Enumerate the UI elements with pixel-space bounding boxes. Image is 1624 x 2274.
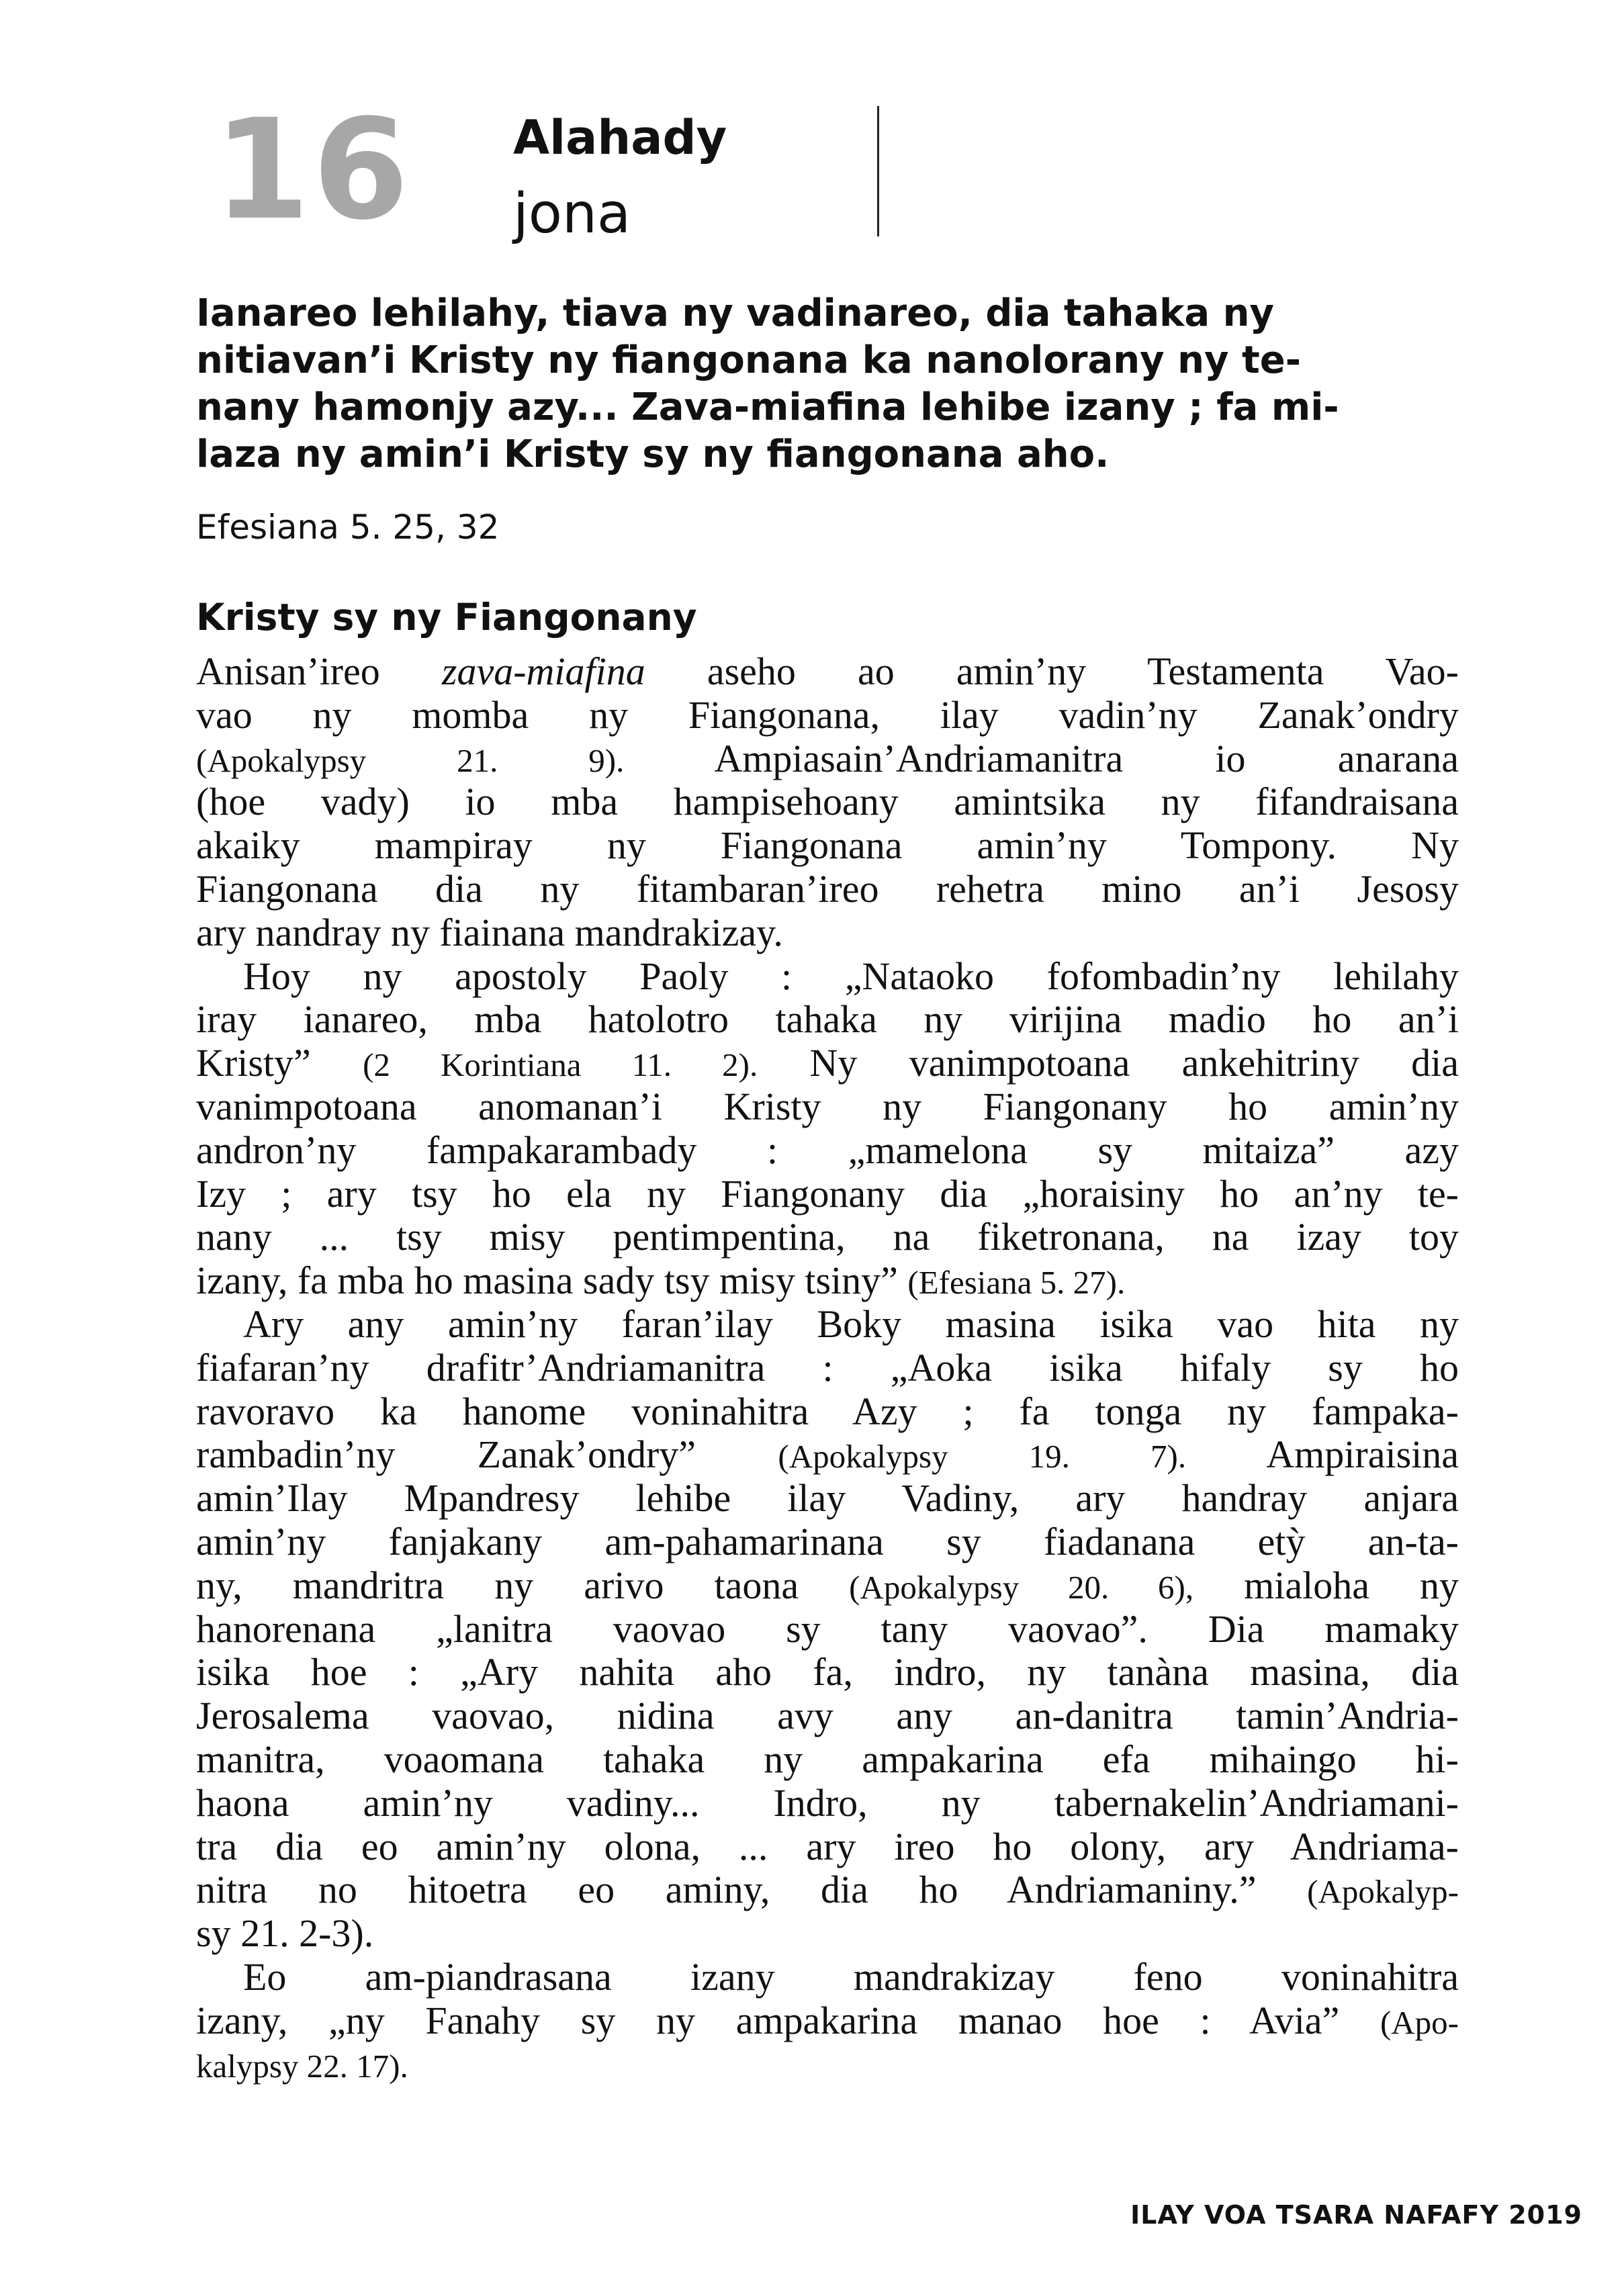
body-line: Jerosalema vaovao, nidina avy any an-danitra tamin’Andria- [196, 1694, 1459, 1738]
verse-line: Ianareo lehilahy, tiava ny vadinareo, dia tahaka ny [196, 291, 1275, 335]
body-line: amin’ny fanjakany am-pahamarinana sy fiadanana etỳ an-ta- [196, 1519, 1459, 1563]
scripture-ref: (Apokalyp- [1307, 1873, 1459, 1911]
body-line [196, 1042, 1459, 1085]
body-line: haona amin’ny vadiny... Indro, ny tabernakelin’Andriamani- [196, 1780, 1459, 1825]
devotional-body [196, 650, 1459, 2086]
body-line: amin’Ilay Mpandresy lehibe ilay Vadiny, ary handray anjara [196, 1476, 1459, 1520]
body-line: (hoe vady) io mba hampisehoany amintsika ny fifandraisana [196, 780, 1459, 824]
body-line: andron’ny fampakarambady : „mamelona sy mitaiza” azy [196, 1128, 1459, 1172]
body-line [196, 737, 1459, 781]
verse-line: nitiavan’i Kristy ny fiangonana ka nanolorany ny te- [196, 338, 1301, 382]
header-divider [877, 106, 879, 236]
text-run: izany, „ny Fanahy sy ny ampakarina manao hoe : Avia” [196, 1998, 1380, 2042]
body-line [196, 2043, 1459, 2087]
text-run: Ampiraisina [1186, 1432, 1459, 1477]
body-line: sy 21. 2-3). [196, 1911, 374, 1956]
text-run: ny, mandritra ny arivo taona [196, 1563, 850, 1607]
body-line: ravoravo ka hanome voninahitra Azy ; fa tonga ny fampaka- [196, 1389, 1459, 1433]
body-line: vao ny momba ny Fiangonana, ilay vadin’ny Zanak’ondry [196, 692, 1459, 737]
body-line [196, 1564, 1459, 1608]
body-line [196, 1433, 1459, 1477]
body-line: nany ... tsy misy pentimpentina, na fiketronana, na izay toy [196, 1215, 1459, 1259]
text-run: Ampiasain’Andriamanitra io anarana [624, 736, 1459, 780]
body-line [196, 1999, 1459, 2043]
verse-line: laza ny amin’i Kristy sy ny fiangonana aho. [196, 433, 1110, 476]
scripture-ref: (2 Korintiana 11. 2). [363, 1046, 758, 1084]
text-run: Ny vanimpotoana ankehitriny dia [758, 1041, 1459, 1085]
body-line [196, 1868, 1459, 1912]
page-footer: ILAY VOA TSARA NAFAFY 2019 [1130, 2200, 1582, 2230]
text-run: mialoha ny [1193, 1563, 1459, 1607]
text-run: nitra no hitoetra eo aminy, dia ho Andriamaniny.” [196, 1868, 1308, 1912]
verse-line: nany hamonjy azy... Zava-miafina lehibe izany ; fa mi- [196, 385, 1339, 429]
verse-reference: Efesiana 5. 25, 32 [196, 508, 500, 547]
scripture-ref: (Efesiana 5. 27). [907, 1264, 1126, 1302]
weekday: Alahady [513, 110, 727, 165]
body-line: fiafaran’ny drafitr’Andriamanitra : „Aoka isika hifaly sy ho [196, 1345, 1459, 1390]
text-run: Kristy” [196, 1041, 363, 1085]
body-line: Hoy ny apostoly Paoly : „Nataoko fofombadin’ny lehilahy [243, 954, 1459, 998]
scripture-ref: (Apokalypsy 20. 6), [849, 1568, 1194, 1606]
body-line: Ary any amin’ny faran’ilay Boky masina isika vao hita ny [243, 1302, 1459, 1346]
body-line: hanorenana „lanitra vaovao sy tany vaovao”. Dia mamaky [196, 1606, 1459, 1651]
text-run: Anisan’ireo [196, 649, 442, 693]
scripture-ref: (Apokalypsy 19. 7). [778, 1438, 1187, 1475]
body-line: Fiangonana dia ny fitambaran’ireo rehetra mino an’i Jesosy [196, 866, 1459, 911]
month: jona [513, 182, 631, 246]
day-number: 16 [214, 89, 412, 251]
body-line: manitra, voaomana tahaka ny ampakarina efa mihaingo hi- [196, 1737, 1459, 1781]
scripture-ref: kalypsy 22. 17). [196, 2047, 408, 2085]
body-line: iray ianareo, mba hatolotro tahaka ny virijina madio ho an’i [196, 997, 1459, 1042]
body-line: tra dia eo amin’ny olona, ... ary ireo ho olony, ary Andriama- [196, 1824, 1459, 1868]
body-line [196, 1259, 1459, 1303]
body-line: Izy ; ary tsy ho ela ny Fiangonany dia „horaisiny ho an’ny te- [196, 1171, 1459, 1216]
text-run: rambadin’ny Zanak’ondry” [196, 1432, 778, 1477]
body-line: vanimpotoana anomanan’i Kristy ny Fiangonany ho amin’ny [196, 1084, 1459, 1128]
body-line: akaiky mampiray ny Fiangonana amin’ny Tompony. Ny [196, 823, 1459, 868]
scripture-ref: (Apo- [1380, 2003, 1459, 2041]
body-line: Eo am-piandrasana izany mandrakizay feno voninahitra [243, 1954, 1459, 1999]
body-line [196, 650, 1459, 694]
body-line: ary nandray ny fiainana mandrakizay. [196, 910, 783, 954]
section-title: Kristy sy ny Fiangonany [196, 596, 697, 639]
text-run: izany, fa mba ho masina sady tsy misy tsiny” [196, 1259, 908, 1303]
scripture-ref: (Apokalypsy 21. 9). [196, 741, 625, 779]
bible-verse [196, 290, 1459, 478]
text-run: aseho ao amin’ny Testamenta Vao- [645, 649, 1459, 693]
emphasis-text: zava-miafina [441, 649, 645, 693]
body-line: isika hoe : „Ary nahita aho fa, indro, ny tanàna masina, dia [196, 1650, 1459, 1694]
